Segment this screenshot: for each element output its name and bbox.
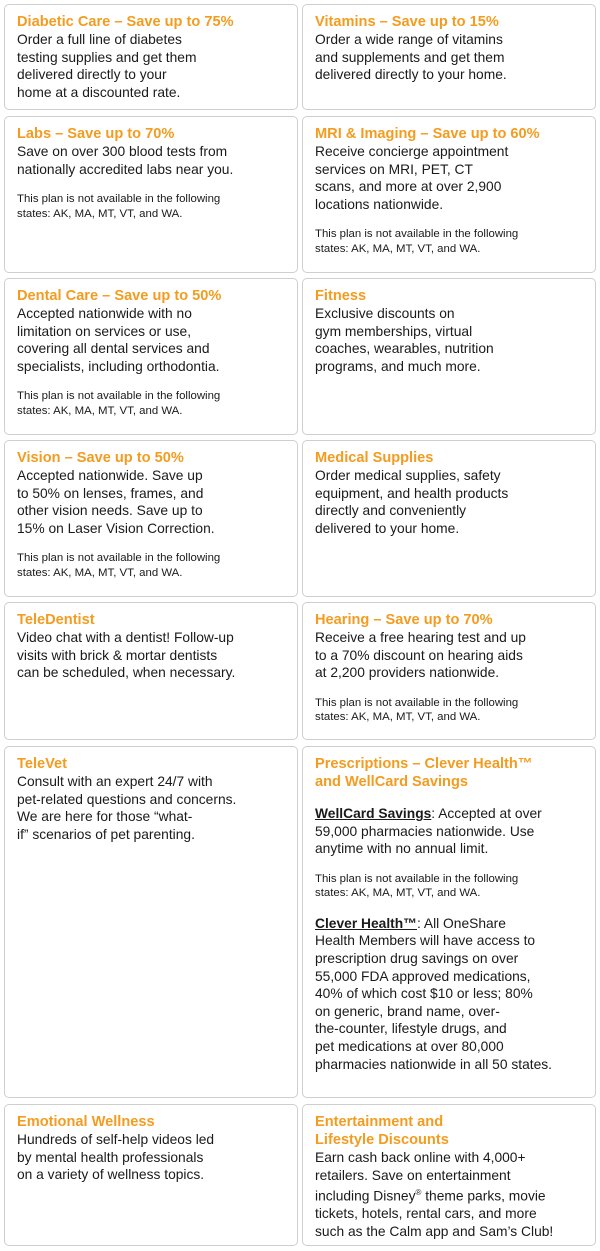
card-teledentist [4,602,298,740]
card-description: Order a wide range of vitamins and supplements and get them delivered directly to your home. [315,32,507,83]
card-title-line2: Lifestyle Discounts [315,1132,449,1148]
card-title: Dental Care – Save up to 50% [17,288,222,304]
card-prescriptions [302,746,596,1098]
card-title-line1: Entertainment and [315,1114,444,1130]
card-diabetic-care [4,4,298,110]
card-title: Vitamins – Save up to 15% [315,14,499,30]
availability-note: This plan is not available in the following states: AK, MA, MT, VT, and WA. [17,390,221,417]
entertainment-text-pre: Earn cash back online with 4,000+ retailers. Save on entertainment including Disney [315,1150,526,1204]
availability-note: This plan is not available in the following states: AK, MA, MT, VT, and WA. [315,696,519,724]
wellcard-savings-text: : Accepted at over 59,000 pharmacies nationwide. Use anytime with no annual limit. [315,806,542,857]
card-description: Accepted nationwide. Save up to 50% on lenses, frames, and other vision needs. Save up to 15% on Laser Vision Correction. [17,468,215,536]
card-vitamins [302,4,596,110]
card-title-line1: Prescriptions – Clever Health™ [315,756,533,772]
wellcard-savings-label: WellCard Savings [315,806,432,821]
card-labs [4,116,298,273]
card-title: Hearing – Save up to 70% [315,612,493,628]
card-title: TeleDentist [17,612,95,628]
card-description: Video chat with a dentist! Follow-up visits with brick & mortar dentists can be scheduled, when necessary. [17,630,236,681]
card-title-line2: and WellCard Savings [315,774,469,790]
card-title: Emotional Wellness [17,1114,155,1130]
card-description: Save on over 300 blood tests from nationally accredited labs near you. [17,144,234,177]
card-emotional-wellness [4,1104,298,1246]
card-description: Order a full line of diabetes testing supplies and get them delivered directly to your home at a discounted rate. [17,32,197,100]
card-title: MRI & Imaging – Save up to 60% [315,126,540,142]
card-description: Accepted nationwide with no limitation on services or use, covering all dental services and specialists, including orthodontia. [17,306,220,374]
wellcard-description [315,805,583,858]
card-mri-imaging [302,116,596,273]
availability-note: This plan is not available in the following states: AK, MA, MT, VT, and WA. [315,228,519,255]
card-description: Consult with an expert 24/7 with pet-related questions and concerns. We are here for those “what- if” scenarios of pet parenting. [17,774,237,842]
card-description: Exclusive discounts on gym memberships, virtual coaches, wearables, nutrition programs, and much more. [315,306,494,374]
entertainment-text-post: theme parks, movie tickets, hotels, rental cars, and more such as the Calm app and Sam’s Club! [315,1188,554,1239]
card-description: Hundreds of self-help videos led by mental health professionals on a variety of wellness topics. [17,1132,215,1183]
card-televet [4,746,298,1098]
card-description: Receive a free hearing test and up to a 70% discount on hearing aids at 2,200 providers nationwide. [315,630,526,681]
card-entertainment-lifestyle [302,1104,596,1246]
availability-note: This plan is not available in the following states: AK, MA, MT, VT, and WA. [315,872,519,900]
card-description: Order medical supplies, safety equipment, and health products directly and conveniently delivered to your home. [315,468,509,536]
availability-note: This plan is not available in the following states: AK, MA, MT, VT, and WA. [17,552,221,579]
card-title: Medical Supplies [315,450,434,466]
clever-health-text: : All OneShare Health Members will have access to prescription drug savings on over 55,000 FDA approved medications, 40% of which cost $10 or less; 80% on generic, brand name, over- the-counter, lifestyle drugs, and pet medications at over 80,000 pharmacies nationwide in all 50 states. [315,915,552,1072]
clever-health-description [315,915,583,1073]
card-description [315,1149,583,1241]
card-title: Vision – Save up to 50% [17,450,184,466]
card-hearing [302,602,596,740]
card-description: Receive concierge appointment services on MRI, PET, CT scans, and more at over 2,900 locations nationwide. [315,144,509,212]
card-vision [4,440,298,597]
clever-health-label: Clever Health™ [315,915,417,931]
card-medical-supplies [302,440,596,597]
card-title: Diabetic Care – Save up to 75% [17,14,234,30]
card-title: Fitness [315,288,367,304]
card-title: TeleVet [17,756,68,772]
registered-mark: ® [415,1188,422,1198]
card-fitness [302,278,596,435]
availability-note: This plan is not available in the following states: AK, MA, MT, VT, and WA. [17,193,221,220]
card-dental-care [4,278,298,435]
card-title: Labs – Save up to 70% [17,126,175,142]
